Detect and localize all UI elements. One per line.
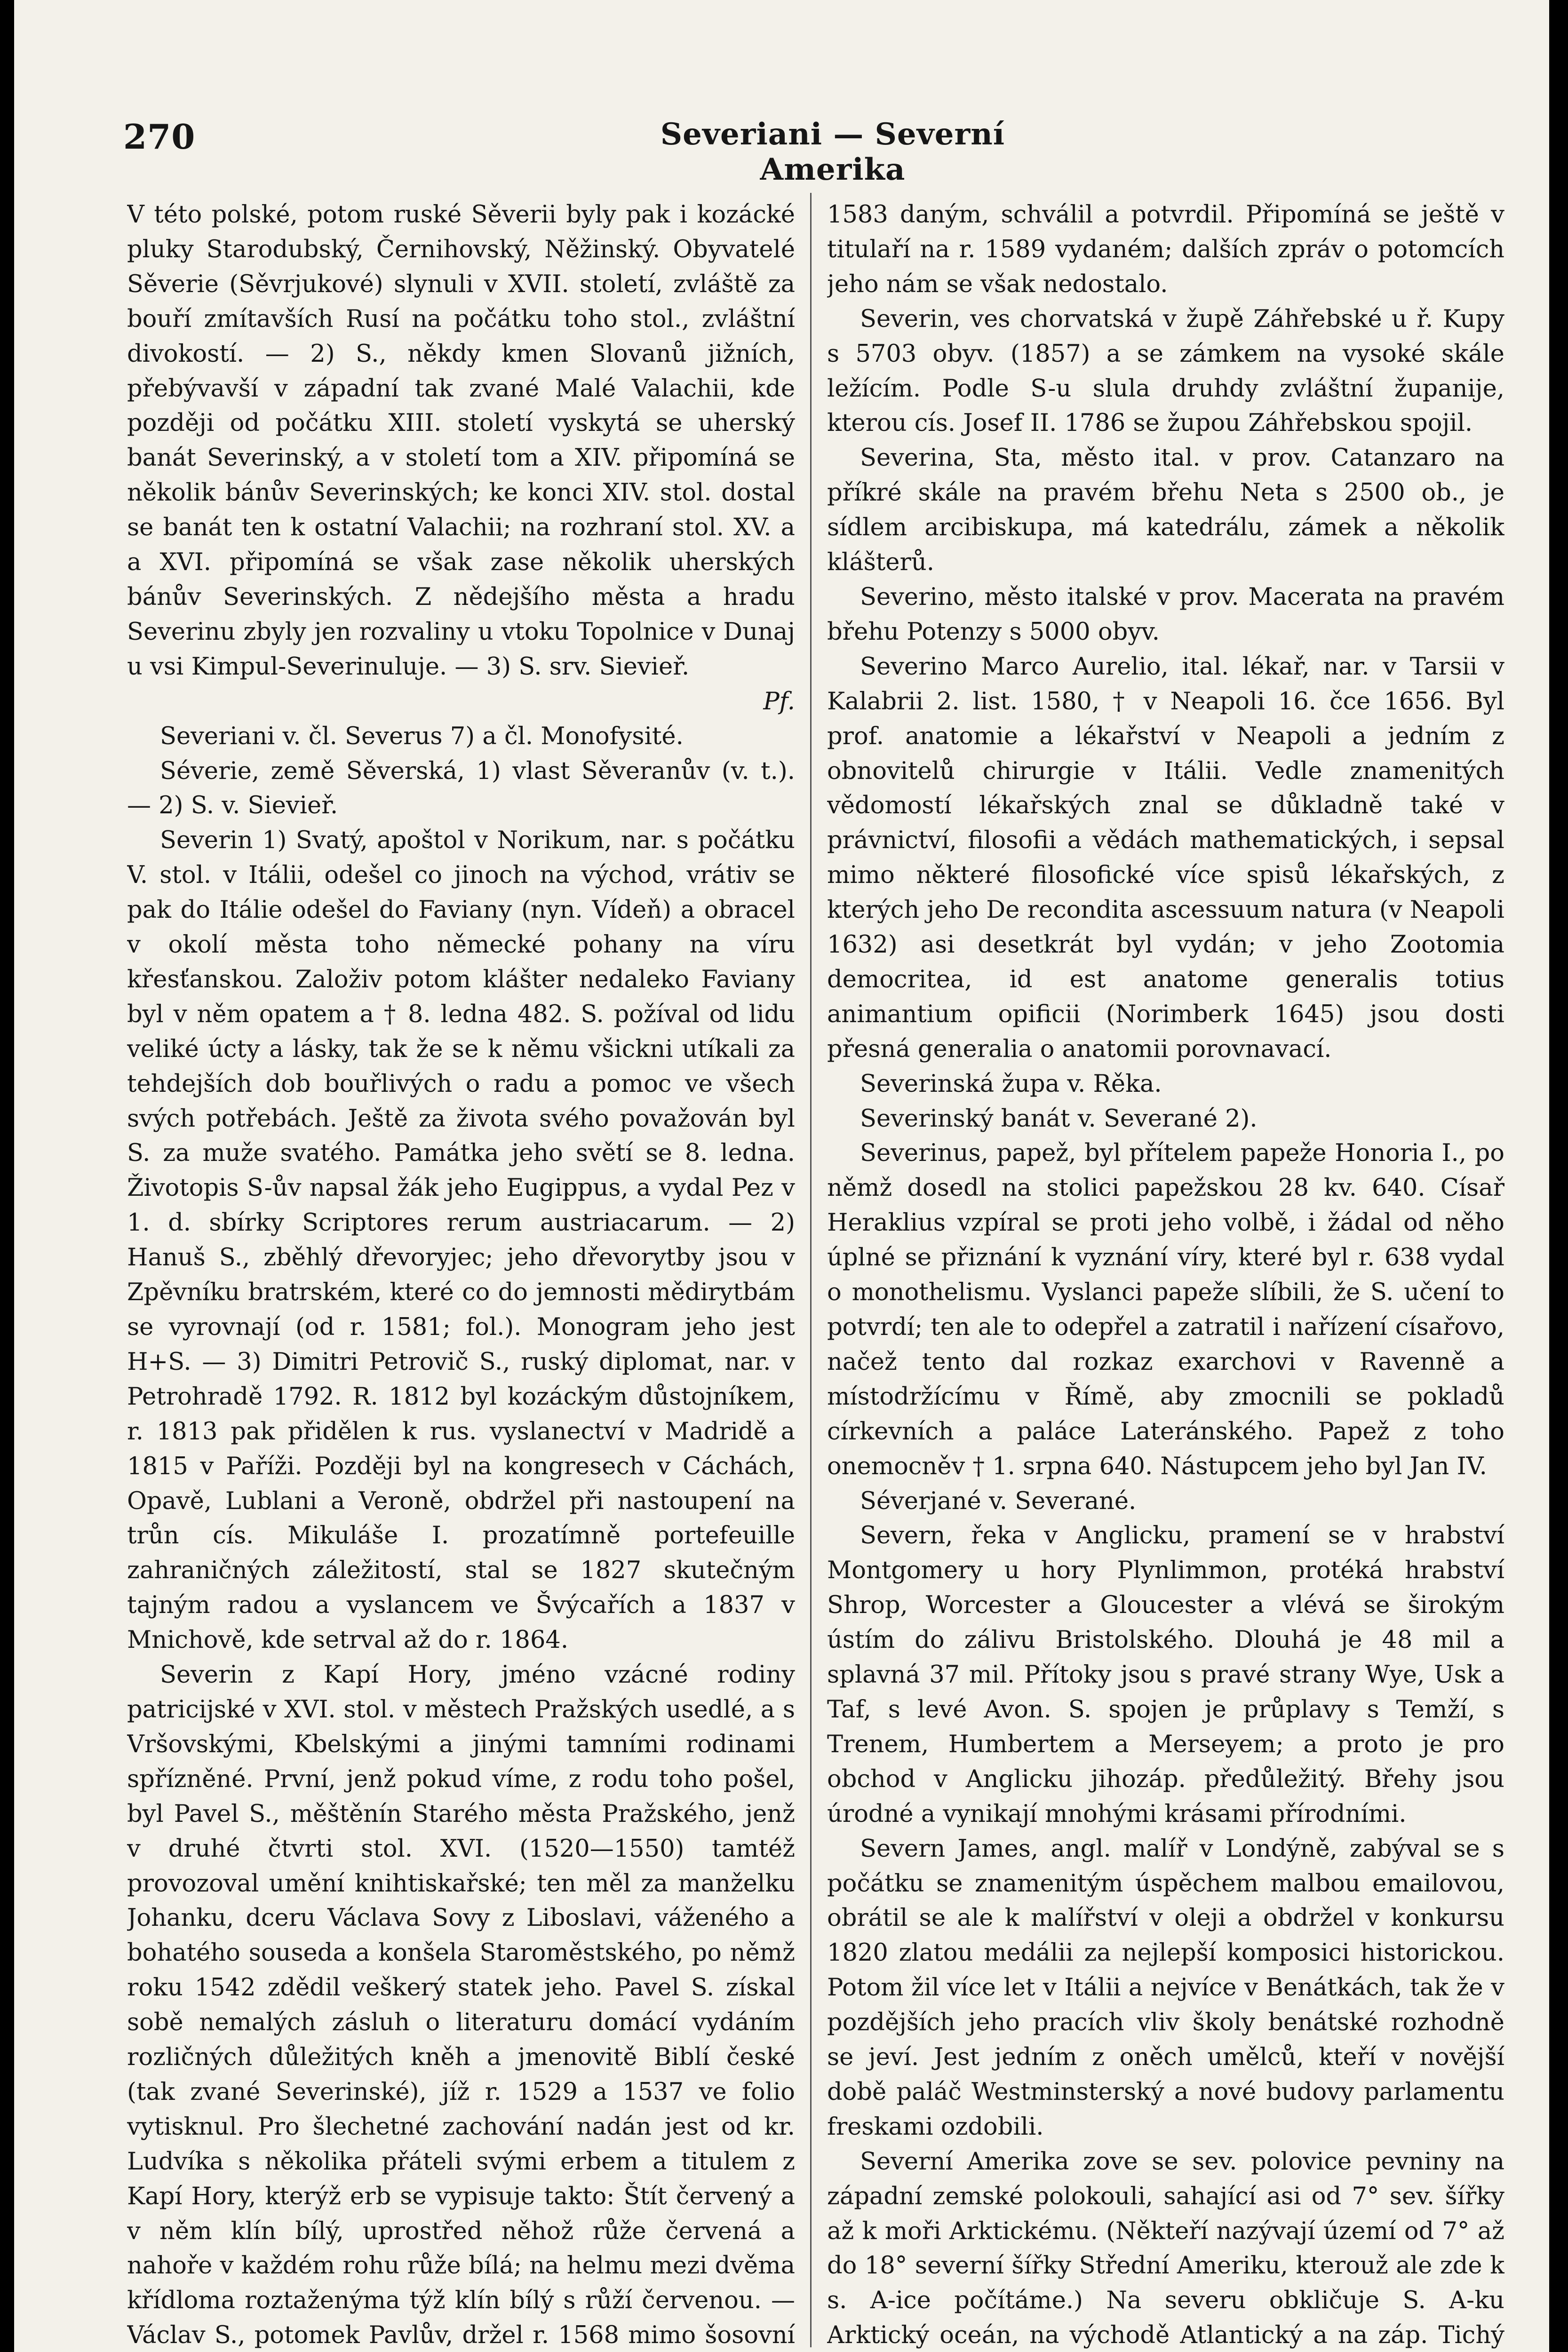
- entry-severn-james: Severn James, angl. malíř v Londýně, zabýval se s počátku se znamenitým úspěchem malbou emailovou, obrátil se ale k malířství v oleji a obdržel v konkursu 1820 zlatou medálii za nejlepší komposici historickou. Potom žil více let v Itálii a nejvíce v Benátkách, tak že v pozdějších jeho pracích vliv školy benátské rozhodně se jeví. Jest jedním z oněch umělců, kteří v novější době paláč Westminsterský a nové budovy parlamentu freskami ozdobili.: [827, 1835, 1504, 2141]
- entry-severia-continued: V této polské, potom ruské Sěverii byly pak i kozácké pluky Starodubský, Černihovský, Něžinský. Obyvatelé Sěverie (Sěvrjukové) slynuli v XVII. století, zvláště za bouří zmítavších Rusí na počátku toho stol., zvláštní divokostí. — 2) S., někdy kmen Slovanů jižních, přebývavší v západní tak zvané Malé Valachii, kde později od počátku XIII. století vyskytá se uherský banát Severinský, a v století tom a XIV. připomíná se několik bánův Severinských; ke konci XIV. stol. dostal se banát ten k ostatní Valachii; na rozhraní stol. XV. a a XVI. připomíná se však zase několik uherských bánův Severinských. Z nědejšího města a hradu Severinu zbyly jen rozvaliny u vtoku Topolnice v Dunaj u vsi Kimpul-Severinuluje. — 3) S. srv. Sievieř.: [127, 201, 795, 681]
- page-number: 270: [123, 117, 196, 157]
- entry-severin-ves: Severin, ves chorvatská v župě Záhřebské u ř. Kupy s 5703 obyv. (1857) a se zámkem na vysoké skále ležícím. Podle S-u slula druhdy zvláštní županije, kterou cís. Josef II. 1786 se župou Záhřebskou spojil.: [827, 305, 1504, 437]
- entry-severin-saint: Severin 1) Svatý, apoštol v Norikum, nar. s počátku V. stol. v Itálii, odešel co jinoch na východ, vrátiv se pak do Itálie odešel do Faviany (nyn. Vídeň) a obracel v okolí města toho německé pohany na víru křesťanskou. Založiv potom klášter nedaleko Faviany byl v něm opatem a † 8. ledna 482. S. požíval od lidu veliké úcty a lásky, tak že se k němu všickni utíkali za tehdejších dob bouřlivých o radu a pomoc ve všech svých potřebách. Ještě za života svého považován byl S. za muže svatého. Památka jeho světí se 8. ledna. Životopis S-ův napsal žák jeho Eugippus, a vydal Pez v 1. d. sbírky Scriptores rerum austriacarum. — 2) Hanuš S., zběhlý dřevoryjec; jeho dřevorytby jsou v Zpěvníku bratrském, které co do jemnosti mědirytbám se vyrovnají (od r. 1581; fol.). Monogram jeho jest H+S. — 3) Dimitri Petrovič S., ruský diplomat, nar. v Petrohradě 1792. R. 1812 byl kozáckým důstojníkem, r. 1813 pak přidělen k rus. vyslanectví v Madridě a 1815 v Paříži. Později byl na kongresech v Cáchách, Opavě, Lublani a Veroně, obdržel při nastoupení na trůn cís. Mikuláše I. prozatímně portefeuille zahraničných záležitostí, stal se 1827 skutečným tajným radou a vyslancem ve Švýcařích a 1837 v Mnichově, kde setrval až do r. 1864.: [127, 826, 795, 1654]
- entry-severin-z-kapi-hory: Severin z Kapí Hory, jméno vzácné rodiny patricijské v XVI. stol. v městech Pražských usedlé, a s Vršovskými, Kbelskými a jinými tamními rodinami spřízněné. První, jenž pokud víme, z rodu toho pošel, byl Pavel S., měštěnín Starého města Pražského, jenž v druhé čtvrti stol. XVI. (1520—1550) tamtéž provozoval umění knihtiskařské; ten měl za manželku Johanku, dceru Václava Sovy z Liboslavi, váženého a bohatého souseda a konšela Staroměstského, po němž roku 1542 zdědil veškerý statek jeho. Pavel S. získal sobě nemalých zásluh o literaturu domácí vydáním rozličných důležitých kněh a jmenovitě Biblí české (tak zvané Severinské), jíž r. 1529 a 1537 ve folio vytisknul. Pro šlechetné zachování nadán jest od kr. Ludvíka s několika přáteli svými erbem a titulem z Kapí Hory, kterýž erb se vypisuje takto: Štít červený a v něm klín bílý, uprostřed něhož růže červená a nahoře v každém rohu růže bílá; na helmu mezi dvěma křídloma roztaženýma týž klín bílý s růží červenou. — Václav S., potomek Pavlův, držel r. 1568 mimo šosovní: [127, 1661, 795, 2350]
- entry-severjane: Séverjané v. Severané.: [860, 1487, 1137, 1515]
- entry-severn-reka: Severn, řeka v Anglicku, pramení se v hrabství Montgomery u hory Plynlimmon, protéká hrabství Shrop, Worcester a Gloucester a vlévá se širokým ústím do zálivu Bristolského. Dlouhá je 48 mil a splavná 37 mil. Přítoky jsou s pravé strany Wye, Usk a Taf, s levé Avon. S. spojen je průplavy s Temží, s Trenem, Humbertem a Merseyem; a proto je pro obchod v Anglicku jihozáp. předůležitý. Břehy jsou úrodné a vynikají mnohými krásami přírodními.: [827, 1522, 1504, 1828]
- right-column: [827, 198, 1504, 2352]
- entry-continued: 1583 daným, schválil a potvrdil. Připomíná se ještě v titulaří na r. 1589 vydaném; dalších zpráv o potomcích jeho nám se však nedostalo.: [827, 201, 1504, 298]
- entry-severina: Severina, Sta, město ital. v prov. Catanzaro na příkré skále na pravém břehu Neta s 2500 ob., je sídlem arcibiskupa, má katedrálu, zámek a několik klášterů.: [827, 444, 1504, 577]
- running-header: [14, 108, 1549, 187]
- author-signature: Pf.: [763, 687, 795, 715]
- running-title: Severiani — Severní Amerika: [660, 117, 1005, 187]
- entry-severinus: Severinus, papež, byl přítelem papeže Honoria I., po němž dosedl na stolici papežskou 28 kv. 640. Císař Heraklius vzpíral se proti jeho volbě, i žádal od něho úplné se přiznání k vyznání víry, které byl r. 638 vydal o monothelismu. Vyslanci papeže slíbili, že S. učení to potvrdí; ten ale to odepřel a zatratil i nařízení císařovo, načež tento dal rozkaz exarchovi v Ravenně a místodržícímu v Římě, aby zmocnili se pokladů církevních a paláce Lateránského. Papež z toho onemocněv † 1. srpna 640. Nástupcem jeho byl Jan IV.: [827, 1139, 1504, 1480]
- entry-severiani: Severiani v. čl. Severus 7) a čl. Monofysité.: [160, 722, 684, 750]
- left-column: [127, 198, 795, 2352]
- entry-severni-amerika: Severní Amerika zove se sev. polovice pevniny na západní zemské polokouli, sahající asi od 7° sev. šířky až k moři Arktickému. (Někteří nazývají území od 7° až do 18° severní šířky Střední Ameriku, kterouž ale zde k s. A-ice počítáme.) Na severu obkličuje S. A-ku Arktický oceán, na východě Atlantický a na záp. Tichý: [827, 2147, 1504, 2350]
- entry-severie: Séverie, země Sěverská, 1) vlast Sěveranův (v. t.). — 2) S. v. Sievieř.: [127, 757, 795, 820]
- entry-severino-marco-aurelio: Severino Marco Aurelio, ital. lékař, nar. v Tarsii v Kalabrii 2. list. 1580, † v Neapoli 16. čce 1656. Byl prof. anatomie a lékařství v Neapoli a jedním z obnovitelů chirurgie v Itálii. Vedle znamenitých vědomostí lékařských znal se důkladně také v právnictví, filosofii a vědách mathematických, i sepsal mimo některé filosofické více spisů lékařských, z kterých jeho De recondita ascessuum natura (v Neapoli 1632) asi desetkrát byl vydán; v jeho Zootomia democritea, id est anatome generalis totius animantium opificii (Norimberk 1645) jsou dosti přesná generalia o anatomii porovnavací.: [827, 652, 1504, 1063]
- column-divider: [810, 193, 812, 2347]
- entry-severino-mesto: Severino, město italské v prov. Macerata na pravém břehu Potenzy s 5000 obyv.: [827, 583, 1504, 646]
- entry-severinsky-banat: Severinský banát v. Severané 2).: [860, 1104, 1258, 1133]
- page: [14, 0, 1549, 2352]
- entry-severinska-zupa: Severinská župa v. Rěka.: [860, 1070, 1162, 1098]
